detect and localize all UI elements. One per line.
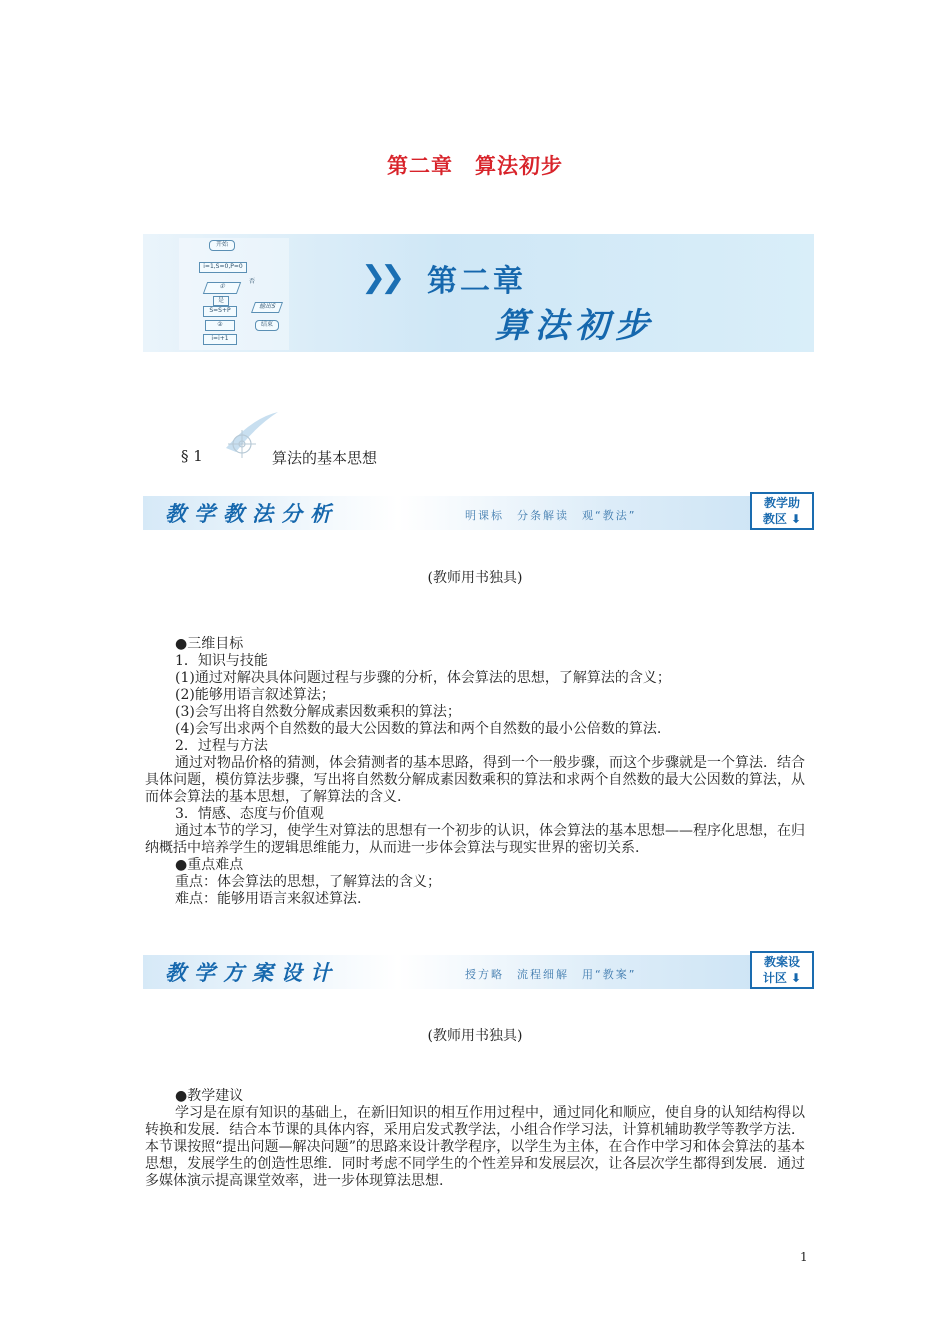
emotion-heading: 3．情感、态度与价值观 [175,806,324,822]
flowchart-yes-label: 是 [213,296,229,306]
chevron-right-icon: ❯❯ [361,260,400,295]
suggestion-heading: ●教学建议 [175,1088,244,1104]
flowchart-step1: S=S+P [203,306,237,317]
knowledge-item-2: (2)能够用语言叙述算法； [175,687,335,703]
flowchart-illustration [179,238,289,350]
knowledge-item-1: (1)通过对解决具体问题过程与步骤的分析，体会算法的思想，了解算法的含义； [175,670,671,686]
strip-tag-box [750,951,814,989]
process-heading: 2．过程与方法 [175,738,268,754]
key-points-heading: ●重点难点 [175,857,244,873]
flowchart-no-label: 否 [249,278,256,285]
goals-block [145,636,805,908]
key-point-important: 重点：体会算法的思想，了解算法的含义； [175,874,441,890]
section-number: § 1 [181,447,203,465]
goals-heading: ●三维目标 [175,636,244,652]
flowchart-output: 输出S [251,302,283,313]
flowchart-step3: i=i+1 [203,334,237,345]
flowchart-start: 开始 [209,240,235,251]
strip-tag-line2: 教区 ⬇ [762,512,802,526]
chapter-title: 第二章 算法初步 [387,153,563,178]
strip-tag-line1: 教案设 [763,955,800,969]
knowledge-heading: 1．知识与技能 [175,653,268,669]
teaching-analysis-banner [143,496,814,530]
strip-subtitle: 授方略 流程细解 用“教案” [465,968,637,981]
suggestion-paragraph: 学习是在原有知识的基础上，在新旧知识的相互作用过程中，通过同化和顺应，使自身的认知结构得以转换和发展．结合本节课的具体内容，采用启发式教学法，小组合作学习法，计算机辅助教学等教学方法．本节课按照“提出问题—解决问题”的思路来设计教学程序，以学生为主体，在合作中学习和体会算法的基本思想，发展学生的创造性思维．同时考虑不同学生的个性差异和发展层次，让各层次学生都得到发展．通过多媒体演示提高课堂效率，进一步体现算法思想. [145,1105,805,1189]
emotion-paragraph: 通过本节的学习，使学生对算法的思想有一个初步的认识，体会算法的基本思想——程序化思想，在归纳概括中培养学生的逻辑思维能力，从而进一步体会算法与现实世界的密切关系. [145,823,805,856]
banner-chapter: 第二章 [427,264,526,299]
strip-tag-line2: 计区 ⬇ [762,971,802,985]
flowchart-step2: ② [205,320,235,331]
teaching-plan-banner [143,955,814,989]
process-paragraph: 通过对物品价格的猜测，体会猜测者的基本思路，得到一个一般步骤，而这个步骤就是一个算法．结合具体问题，模仿算法步骤，写出将自然数分解成素因数乘积的算法和求两个自然数的最大公因数的算法，从而体会算法的基本思想，了解算法的含义. [145,755,805,805]
chapter-banner [143,234,814,352]
strip-title: 教学教法分析 [165,502,339,526]
flowchart-condition: ① [203,282,241,294]
knowledge-item-3: (3)会写出将自然数分解成素因数乘积的算法； [175,704,461,720]
strip-tag-line1: 教学助 [763,496,800,510]
flowchart-init: i=1,S=0,P=0 [199,262,247,273]
suggestion-block [145,1088,805,1190]
page-number: 1 [800,1250,808,1264]
banner-subtitle: 算法初步 [495,306,655,346]
section-title: 算法的基本思想 [272,449,378,467]
knowledge-item-4: (4)会写出求两个自然数的最大公因数的算法和两个自然数的最小公倍数的算法. [175,721,662,737]
flowchart-end: 结束 [255,320,279,331]
strip-subtitle: 明课标 分条解读 观“教法” [465,509,637,522]
teacher-note: (教师用书独具) [427,570,523,586]
teacher-note: (教师用书独具) [427,1028,523,1044]
strip-title: 教学方案设计 [165,961,339,985]
key-point-difficult: 难点：能够用语言来叙述算法. [175,891,362,907]
strip-tag-box [750,492,814,530]
